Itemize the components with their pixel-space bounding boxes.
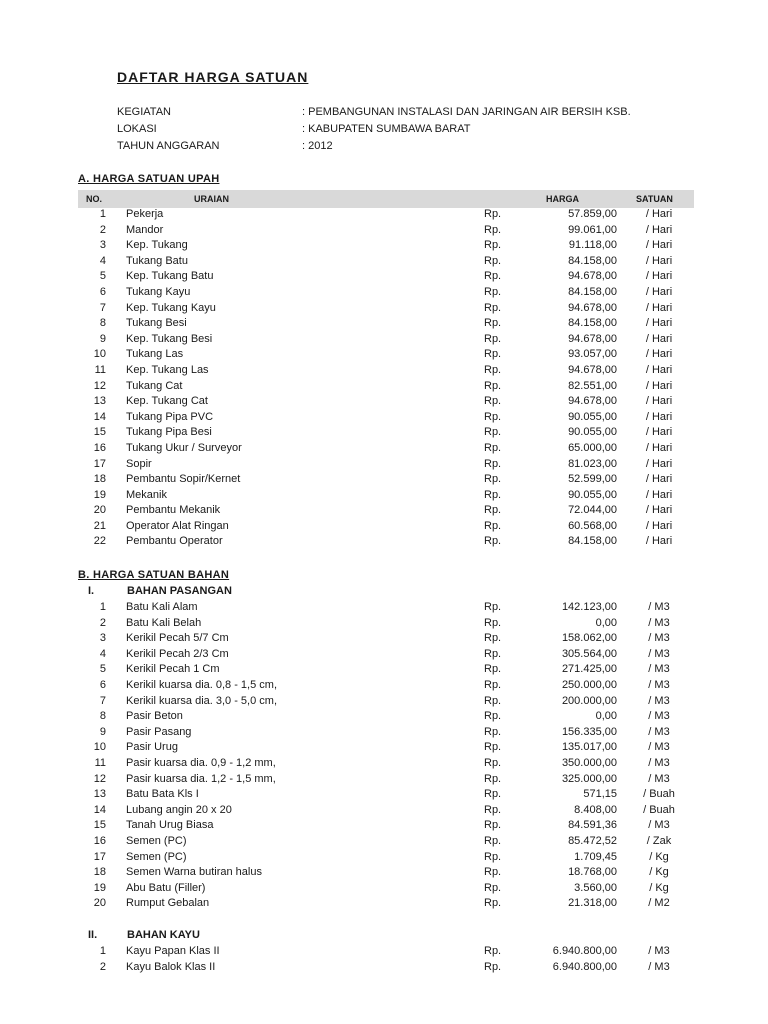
item-price: 84.158,00 bbox=[568, 254, 617, 267]
table-row bbox=[0, 865, 768, 881]
item-price: 57.859,00 bbox=[568, 208, 617, 220]
item-name: Kep. Tukang Las bbox=[126, 363, 209, 376]
row-number: 21 bbox=[93, 519, 106, 532]
item-name: Pasir kuarsa dia. 0,9 - 1,2 mm, bbox=[126, 756, 276, 769]
item-price: 158.062,00 bbox=[561, 632, 617, 645]
table-row bbox=[0, 616, 768, 632]
item-unit: / M3 bbox=[648, 647, 670, 660]
item-unit: / Hari bbox=[645, 317, 673, 330]
currency-label: Rp. bbox=[484, 788, 502, 801]
item-unit: / Kg bbox=[649, 850, 669, 863]
table-row bbox=[0, 347, 768, 363]
item-price: 200.000,00 bbox=[561, 694, 617, 707]
row-number: 5 bbox=[99, 270, 106, 283]
item-price: 99.061,00 bbox=[568, 223, 617, 236]
item-name: Semen (PC) bbox=[126, 850, 187, 863]
row-number: 20 bbox=[93, 897, 106, 910]
item-price: 21.318,00 bbox=[568, 897, 617, 910]
item-price: 94.678,00 bbox=[568, 270, 617, 283]
table-row bbox=[0, 285, 768, 301]
item-unit: / Hari bbox=[645, 410, 673, 423]
item-name: Pekerja bbox=[126, 208, 164, 220]
item-name: Rumput Gebalan bbox=[126, 897, 210, 910]
row-number: 6 bbox=[99, 285, 106, 298]
item-price: 90.055,00 bbox=[568, 410, 617, 423]
row-number: 3 bbox=[99, 632, 106, 645]
currency-label: Rp. bbox=[484, 647, 502, 660]
currency-label: Rp. bbox=[484, 270, 502, 283]
item-unit: / M3 bbox=[648, 678, 670, 691]
item-price: 350.000,00 bbox=[561, 756, 617, 769]
item-name: Tukang Kayu bbox=[126, 285, 191, 298]
item-price: 325.000,00 bbox=[561, 772, 617, 785]
table-header bbox=[78, 190, 694, 208]
currency-label: Rp. bbox=[484, 285, 502, 298]
row-number: 1 bbox=[99, 945, 106, 957]
header-no: NO. bbox=[86, 194, 103, 204]
table-row bbox=[0, 425, 768, 441]
bahan-kayu-table bbox=[0, 944, 768, 975]
currency-label: Rp. bbox=[484, 239, 502, 252]
row-number: 12 bbox=[93, 379, 106, 392]
row-number: 4 bbox=[99, 647, 106, 660]
row-number: 9 bbox=[99, 332, 106, 345]
table-row bbox=[0, 944, 768, 960]
item-name: Kep. Tukang Kayu bbox=[126, 301, 216, 314]
meta-label-kegiatan: KEGIATAN bbox=[117, 106, 171, 118]
item-name: Tukang Ukur / Surveyor bbox=[126, 441, 242, 454]
currency-label: Rp. bbox=[484, 504, 502, 517]
currency-label: Rp. bbox=[484, 348, 502, 361]
item-name: Mekanik bbox=[126, 488, 167, 501]
row-number: 18 bbox=[93, 866, 106, 879]
item-name: Sopir bbox=[126, 457, 152, 470]
currency-label: Rp. bbox=[484, 881, 502, 894]
item-price: 250.000,00 bbox=[561, 678, 617, 691]
item-price: 91.118,00 bbox=[568, 239, 617, 252]
item-name: Pasir kuarsa dia. 1,2 - 1,5 mm, bbox=[126, 772, 276, 785]
item-name: Semen (PC) bbox=[126, 834, 187, 847]
row-number: 12 bbox=[93, 772, 106, 785]
table-row bbox=[0, 881, 768, 897]
item-price: 93.057,00 bbox=[568, 348, 617, 361]
currency-label: Rp. bbox=[484, 254, 502, 267]
subsection-1-title: BAHAN PASANGAN bbox=[127, 585, 232, 597]
item-name: Tukang Pipa Besi bbox=[126, 426, 212, 439]
item-price: 0,00 bbox=[595, 710, 617, 723]
row-number: 6 bbox=[99, 678, 106, 691]
row-number: 16 bbox=[93, 441, 106, 454]
subsection-2-number: II. bbox=[88, 929, 98, 941]
item-unit: / Hari bbox=[645, 457, 673, 470]
item-name: Pembantu Operator bbox=[126, 535, 223, 548]
item-name: Kayu Papan Klas II bbox=[126, 945, 220, 957]
item-price: 1.709,45 bbox=[574, 850, 617, 863]
currency-label: Rp. bbox=[484, 519, 502, 532]
table-row bbox=[0, 787, 768, 803]
meta-value-lokasi: : KABUPATEN SUMBAWA BARAT bbox=[302, 123, 471, 135]
item-name: Lubang angin 20 x 20 bbox=[126, 803, 232, 816]
item-name: Kep. Tukang Cat bbox=[126, 395, 208, 408]
item-unit: / Hari bbox=[645, 519, 673, 532]
row-number: 14 bbox=[93, 410, 106, 423]
item-price: 65.000,00 bbox=[568, 441, 617, 454]
item-name: Tanah Urug Biasa bbox=[126, 819, 214, 832]
item-name: Abu Batu (Filler) bbox=[126, 881, 206, 894]
subsection-2-title: BAHAN KAYU bbox=[127, 929, 200, 941]
table-row bbox=[0, 834, 768, 850]
table-row bbox=[0, 488, 768, 504]
currency-label: Rp. bbox=[484, 601, 502, 613]
upah-table bbox=[0, 207, 768, 550]
table-row bbox=[0, 534, 768, 550]
item-unit: / Hari bbox=[645, 395, 673, 408]
table-row bbox=[0, 647, 768, 663]
currency-label: Rp. bbox=[484, 741, 502, 754]
currency-label: Rp. bbox=[484, 473, 502, 486]
item-name: Pembantu Mekanik bbox=[126, 504, 221, 517]
currency-label: Rp. bbox=[484, 819, 502, 832]
row-number: 10 bbox=[93, 741, 106, 754]
meta-label-tahun: TAHUN ANGGARAN bbox=[117, 140, 220, 152]
currency-label: Rp. bbox=[484, 678, 502, 691]
row-number: 2 bbox=[99, 223, 106, 236]
item-name: Operator Alat Ringan bbox=[126, 519, 229, 532]
table-row bbox=[0, 756, 768, 772]
row-number: 2 bbox=[99, 616, 106, 629]
row-number: 15 bbox=[93, 819, 106, 832]
currency-label: Rp. bbox=[484, 488, 502, 501]
item-unit: / M3 bbox=[648, 601, 670, 613]
item-unit: / Hari bbox=[645, 363, 673, 376]
item-unit: / Hari bbox=[645, 473, 673, 486]
item-unit: / Kg bbox=[649, 881, 669, 894]
header-uraian: URAIAN bbox=[194, 194, 229, 204]
item-name: Kerikil Pecah 5/7 Cm bbox=[126, 632, 229, 645]
item-unit: / Kg bbox=[649, 866, 669, 879]
item-name: Batu Bata Kls I bbox=[126, 788, 199, 801]
table-row bbox=[0, 394, 768, 410]
item-name: Kerikil Pecah 1 Cm bbox=[126, 663, 220, 676]
table-row bbox=[0, 441, 768, 457]
row-number: 9 bbox=[99, 725, 106, 738]
item-name: Tukang Pipa PVC bbox=[126, 410, 214, 423]
item-unit: / M3 bbox=[648, 772, 670, 785]
row-number: 17 bbox=[93, 457, 106, 470]
table-row bbox=[0, 725, 768, 741]
table-row bbox=[0, 772, 768, 788]
document-title: DAFTAR HARGA SATUAN bbox=[117, 69, 309, 85]
item-unit: / M2 bbox=[648, 897, 670, 910]
currency-label: Rp. bbox=[484, 663, 502, 676]
row-number: 20 bbox=[93, 504, 106, 517]
table-row bbox=[0, 301, 768, 317]
item-unit: / Hari bbox=[645, 348, 673, 361]
currency-label: Rp. bbox=[484, 850, 502, 863]
subsection-1-number: I. bbox=[88, 585, 95, 597]
item-unit: / M3 bbox=[648, 960, 670, 973]
item-unit: / Hari bbox=[645, 285, 673, 298]
item-unit: / M3 bbox=[648, 632, 670, 645]
item-price: 135.017,00 bbox=[561, 741, 617, 754]
currency-label: Rp. bbox=[484, 756, 502, 769]
currency-label: Rp. bbox=[484, 223, 502, 236]
table-row bbox=[0, 678, 768, 694]
item-price: 60.568,00 bbox=[568, 519, 617, 532]
item-price: 94.678,00 bbox=[568, 332, 617, 345]
meta-value-kegiatan: : PEMBANGUNAN INSTALASI DAN JARINGAN AIR BERSIH KSB. bbox=[302, 106, 631, 118]
table-row bbox=[0, 254, 768, 270]
item-unit: / Hari bbox=[645, 504, 673, 517]
item-name: Batu Kali Belah bbox=[126, 616, 202, 629]
currency-label: Rp. bbox=[484, 457, 502, 470]
item-unit: / Hari bbox=[645, 301, 673, 314]
row-number: 19 bbox=[93, 488, 106, 501]
currency-label: Rp. bbox=[484, 725, 502, 738]
table-row bbox=[0, 363, 768, 379]
row-number: 13 bbox=[93, 395, 106, 408]
table-row bbox=[0, 631, 768, 647]
item-price: 156.335,00 bbox=[561, 725, 617, 738]
item-price: 94.678,00 bbox=[568, 395, 617, 408]
item-price: 52.599,00 bbox=[568, 473, 617, 486]
table-row bbox=[0, 503, 768, 519]
row-number: 11 bbox=[94, 756, 106, 769]
table-row bbox=[0, 379, 768, 395]
item-price: 6.940.800,00 bbox=[552, 960, 617, 973]
currency-label: Rp. bbox=[484, 834, 502, 847]
currency-label: Rp. bbox=[484, 710, 502, 723]
row-number: 10 bbox=[93, 348, 106, 361]
table-row bbox=[0, 600, 768, 616]
table-row bbox=[0, 896, 768, 912]
table-row bbox=[0, 207, 768, 223]
item-unit: / Zak bbox=[646, 834, 672, 847]
item-price: 18.768,00 bbox=[568, 866, 617, 879]
item-price: 94.678,00 bbox=[568, 301, 617, 314]
item-unit: / Buah bbox=[643, 788, 675, 801]
item-name: Tukang Batu bbox=[126, 254, 188, 267]
row-number: 14 bbox=[93, 803, 106, 816]
item-price: 0,00 bbox=[595, 616, 617, 629]
item-price: 84.158,00 bbox=[568, 535, 617, 548]
item-unit: / M3 bbox=[648, 741, 670, 754]
item-name: Kep. Tukang bbox=[126, 239, 188, 252]
item-name: Kayu Balok Klas II bbox=[126, 960, 216, 973]
table-row bbox=[0, 316, 768, 332]
table-row bbox=[0, 803, 768, 819]
item-price: 82.551,00 bbox=[568, 379, 617, 392]
item-unit: / Hari bbox=[645, 488, 673, 501]
bahan-pasangan-table bbox=[0, 600, 768, 912]
item-price: 85.472,52 bbox=[568, 834, 617, 847]
row-number: 15 bbox=[93, 426, 106, 439]
item-unit: / Hari bbox=[645, 535, 673, 548]
item-unit: / Hari bbox=[645, 441, 673, 454]
item-name: Tukang Cat bbox=[126, 379, 183, 392]
row-number: 5 bbox=[99, 663, 106, 676]
item-unit: / Hari bbox=[645, 239, 673, 252]
section-a-title: A. HARGA SATUAN UPAH bbox=[78, 173, 220, 185]
item-unit: / M3 bbox=[648, 819, 670, 832]
item-unit: / M3 bbox=[648, 945, 670, 957]
item-name: Pembantu Sopir/Kernet bbox=[126, 473, 241, 486]
item-unit: / Hari bbox=[645, 426, 673, 439]
item-price: 3.560,00 bbox=[574, 881, 617, 894]
item-price: 81.023,00 bbox=[568, 457, 617, 470]
table-row bbox=[0, 332, 768, 348]
currency-label: Rp. bbox=[484, 426, 502, 439]
row-number: 1 bbox=[99, 208, 106, 220]
table-row bbox=[0, 694, 768, 710]
item-name: Mandor bbox=[126, 223, 164, 236]
item-price: 271.425,00 bbox=[561, 663, 617, 676]
meta-label-lokasi: LOKASI bbox=[117, 123, 157, 135]
row-number: 1 bbox=[99, 601, 106, 613]
item-price: 84.591,36 bbox=[568, 819, 617, 832]
table-row bbox=[0, 472, 768, 488]
currency-label: Rp. bbox=[484, 410, 502, 423]
item-unit: / M3 bbox=[648, 694, 670, 707]
item-price: 84.158,00 bbox=[568, 317, 617, 330]
item-name: Kep. Tukang Besi bbox=[126, 332, 213, 345]
row-number: 16 bbox=[93, 834, 106, 847]
item-price: 94.678,00 bbox=[568, 363, 617, 376]
table-row bbox=[0, 238, 768, 254]
currency-label: Rp. bbox=[484, 208, 502, 220]
item-unit: / Hari bbox=[645, 254, 673, 267]
item-unit: / Hari bbox=[645, 208, 673, 220]
item-price: 142.123,00 bbox=[561, 601, 617, 613]
item-name: Kerikil kuarsa dia. 3,0 - 5,0 cm, bbox=[126, 694, 278, 707]
currency-label: Rp. bbox=[484, 332, 502, 345]
currency-label: Rp. bbox=[484, 317, 502, 330]
section-b-title: B. HARGA SATUAN BAHAN bbox=[78, 569, 230, 581]
item-name: Pasir Urug bbox=[126, 741, 178, 754]
item-price: 305.564,00 bbox=[561, 647, 617, 660]
item-name: Kep. Tukang Batu bbox=[126, 270, 214, 283]
row-number: 22 bbox=[93, 535, 106, 548]
item-unit: / M3 bbox=[648, 616, 670, 629]
row-number: 19 bbox=[93, 881, 106, 894]
row-number: 11 bbox=[94, 363, 106, 376]
currency-label: Rp. bbox=[484, 379, 502, 392]
item-name: Batu Kali Alam bbox=[126, 601, 198, 613]
currency-label: Rp. bbox=[484, 441, 502, 454]
item-unit: / Hari bbox=[645, 379, 673, 392]
item-name: Kerikil Pecah 2/3 Cm bbox=[126, 647, 229, 660]
item-unit: / Buah bbox=[643, 803, 675, 816]
row-number: 13 bbox=[93, 788, 106, 801]
header-satuan: SATUAN bbox=[636, 194, 673, 204]
item-name: Tukang Las bbox=[126, 348, 184, 361]
item-name: Pasir Pasang bbox=[126, 725, 192, 738]
row-number: 8 bbox=[99, 710, 106, 723]
row-number: 8 bbox=[99, 317, 106, 330]
header-harga: HARGA bbox=[546, 194, 579, 204]
table-row bbox=[0, 740, 768, 756]
currency-label: Rp. bbox=[484, 395, 502, 408]
row-number: 7 bbox=[99, 694, 106, 707]
item-unit: / M3 bbox=[648, 663, 670, 676]
item-price: 8.408,00 bbox=[574, 803, 617, 816]
table-row bbox=[0, 269, 768, 285]
item-name: Pasir Beton bbox=[126, 710, 183, 723]
currency-label: Rp. bbox=[484, 694, 502, 707]
currency-label: Rp. bbox=[484, 945, 502, 957]
row-number: 2 bbox=[99, 960, 106, 973]
currency-label: Rp. bbox=[484, 363, 502, 376]
row-number: 4 bbox=[99, 254, 106, 267]
table-row bbox=[0, 519, 768, 535]
table-row bbox=[0, 410, 768, 426]
item-unit: / M3 bbox=[648, 756, 670, 769]
item-unit: / M3 bbox=[648, 710, 670, 723]
item-price: 84.158,00 bbox=[568, 285, 617, 298]
item-name: Kerikil kuarsa dia. 0,8 - 1,5 cm, bbox=[126, 678, 278, 691]
item-price: 90.055,00 bbox=[568, 488, 617, 501]
currency-label: Rp. bbox=[484, 960, 502, 973]
item-price: 6.940.800,00 bbox=[552, 945, 617, 957]
currency-label: Rp. bbox=[484, 772, 502, 785]
row-number: 3 bbox=[99, 239, 106, 252]
row-number: 18 bbox=[93, 473, 106, 486]
table-row bbox=[0, 818, 768, 834]
table-row bbox=[0, 850, 768, 866]
row-number: 7 bbox=[99, 301, 106, 314]
table-row bbox=[0, 709, 768, 725]
currency-label: Rp. bbox=[484, 535, 502, 548]
item-unit: / Hari bbox=[645, 223, 673, 236]
item-name: Tukang Besi bbox=[126, 317, 187, 330]
item-unit: / M3 bbox=[648, 725, 670, 738]
item-name: Semen Warna butiran halus bbox=[126, 866, 262, 879]
currency-label: Rp. bbox=[484, 803, 502, 816]
table-row bbox=[0, 662, 768, 678]
currency-label: Rp. bbox=[484, 301, 502, 314]
item-unit: / Hari bbox=[645, 270, 673, 283]
currency-label: Rp. bbox=[484, 632, 502, 645]
meta-value-tahun: : 2012 bbox=[302, 140, 333, 152]
table-row bbox=[0, 223, 768, 239]
item-price: 90.055,00 bbox=[568, 426, 617, 439]
currency-label: Rp. bbox=[484, 897, 502, 910]
table-row bbox=[0, 457, 768, 473]
table-row bbox=[0, 960, 768, 976]
row-number: 17 bbox=[93, 850, 106, 863]
item-price: 72.044,00 bbox=[568, 504, 617, 517]
item-unit: / Hari bbox=[645, 332, 673, 345]
currency-label: Rp. bbox=[484, 866, 502, 879]
item-price: 571,15 bbox=[583, 788, 617, 801]
currency-label: Rp. bbox=[484, 616, 502, 629]
